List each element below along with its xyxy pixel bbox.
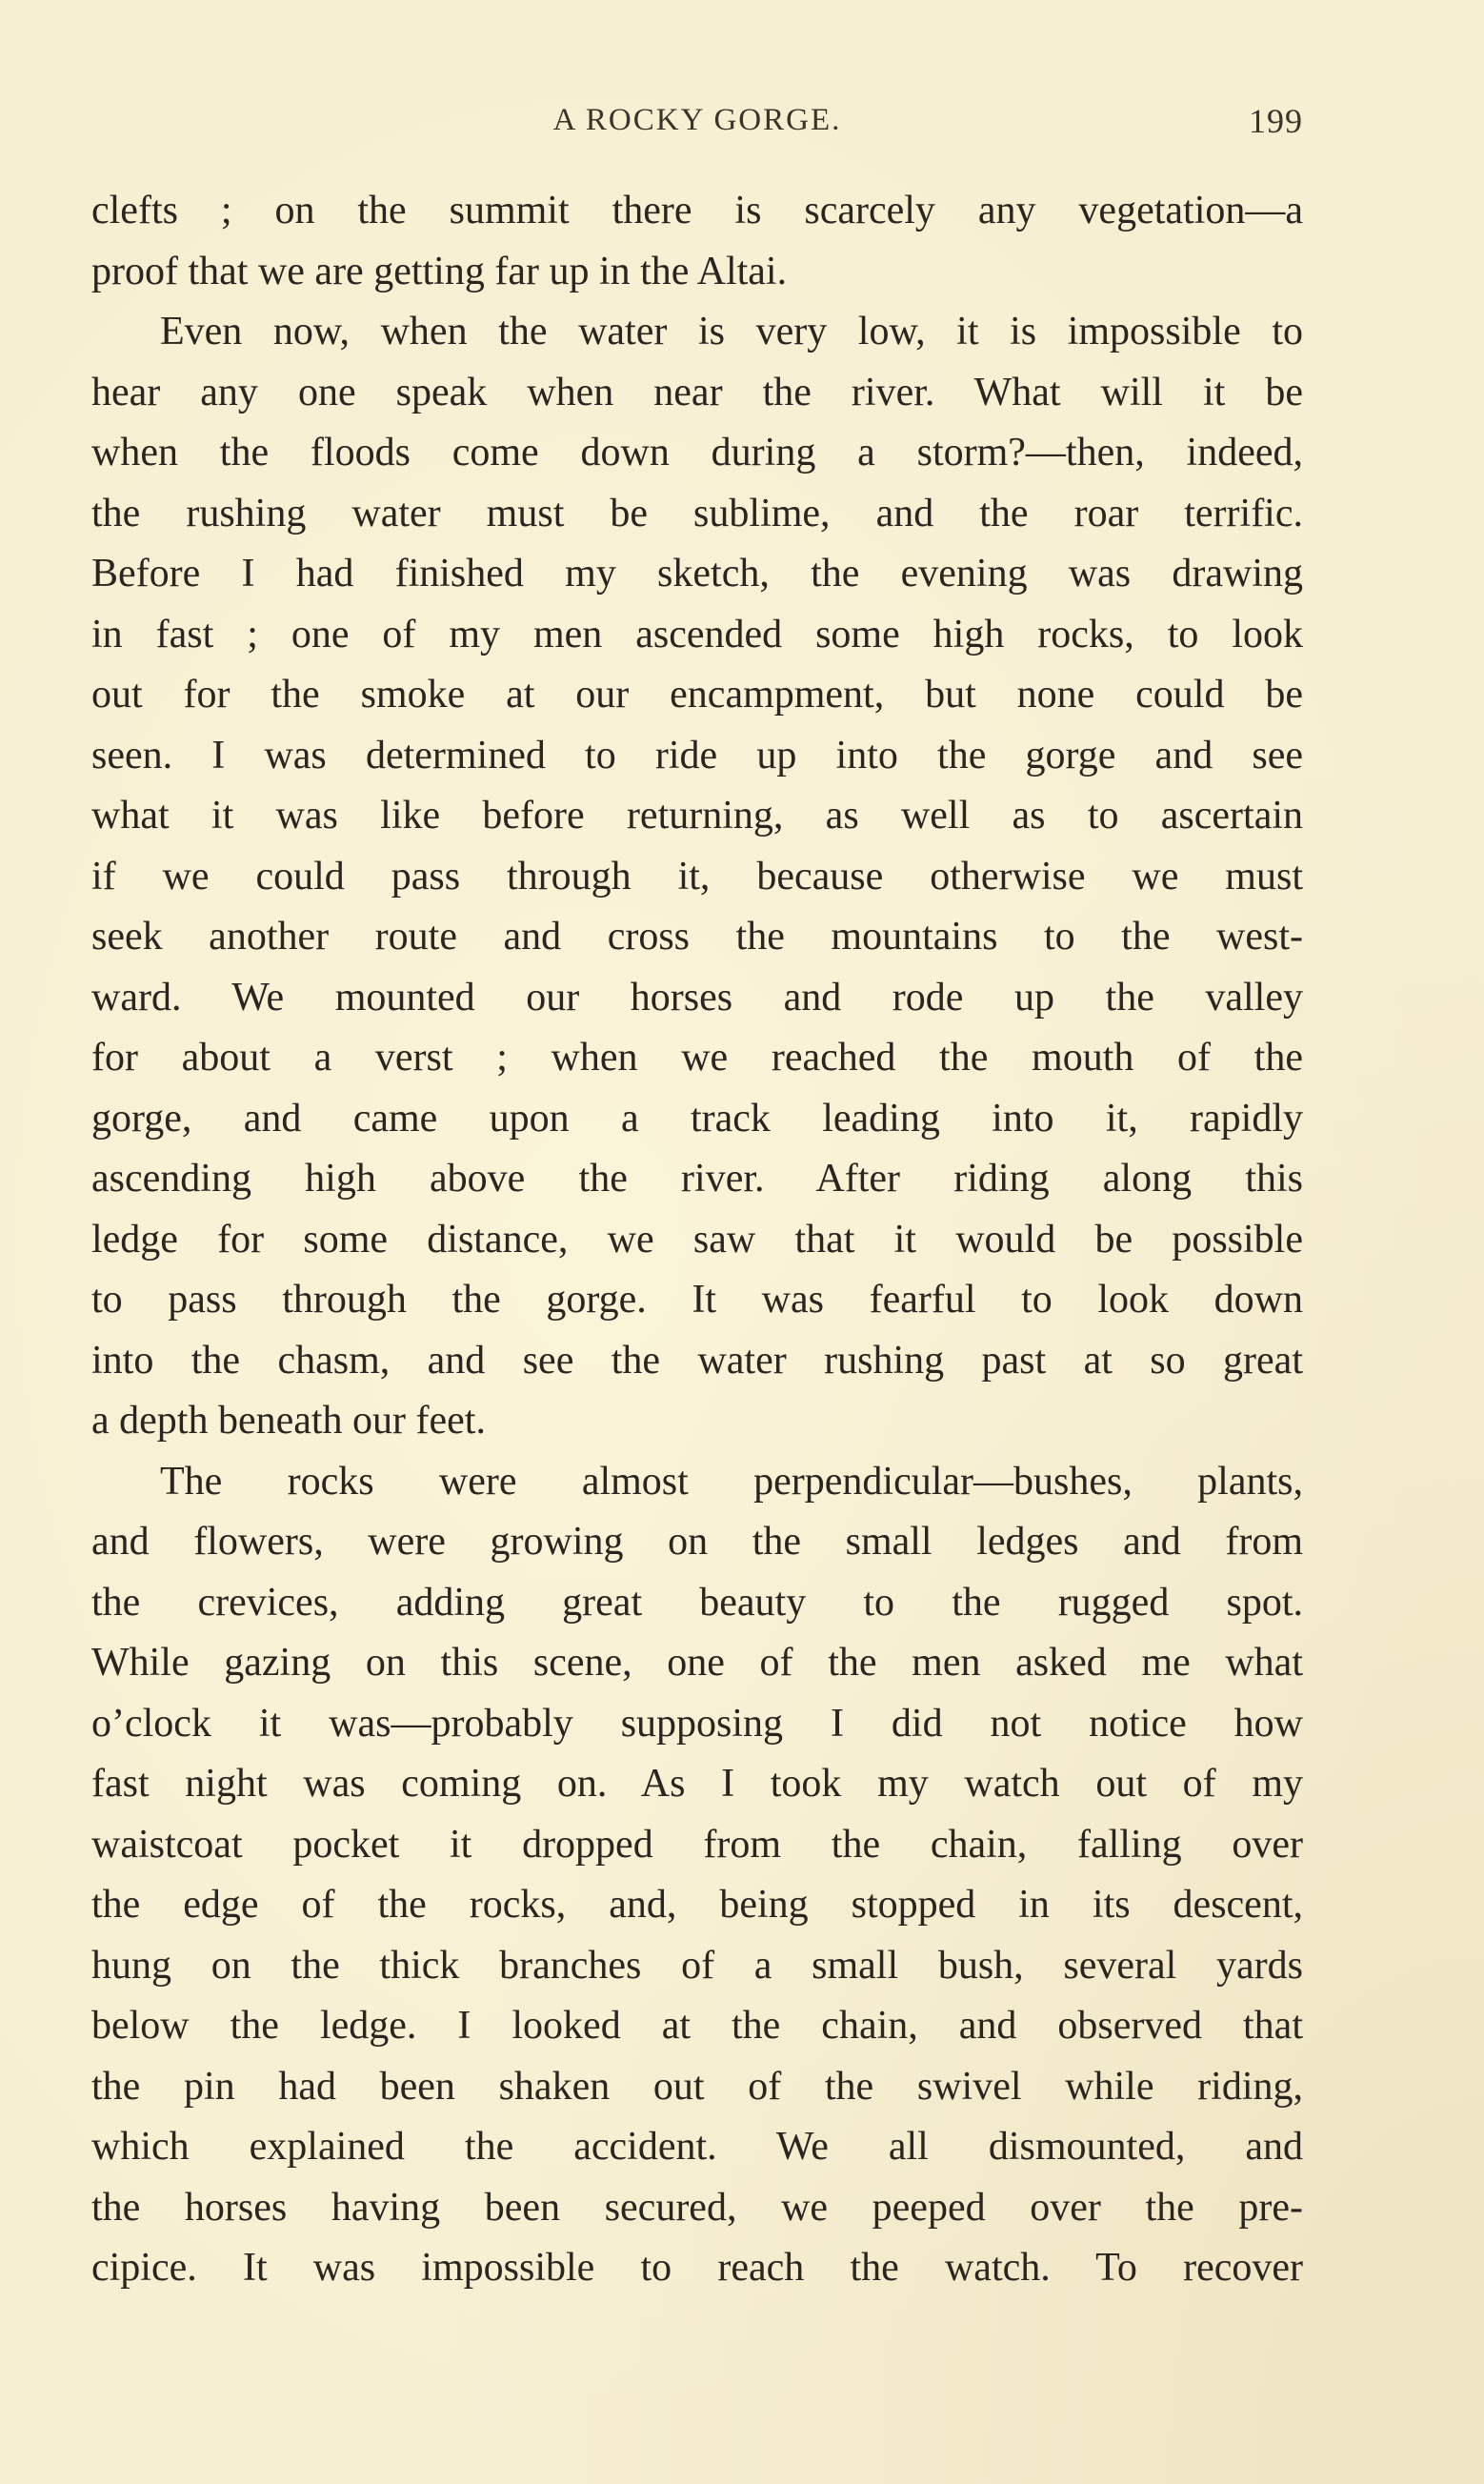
text-line: Before I had finished my sketch, the evening was drawing	[91, 552, 1303, 596]
text-line: ward. We mounted our horses and rode up the valley	[91, 975, 1303, 1020]
text-line: in fast ; one of my men ascended some high rocks, to look	[91, 612, 1303, 656]
text-line: o’clock it was—probably supposing I did not notice how	[91, 1701, 1303, 1746]
text-line: fast night was coming on. As I took my watch out of my	[91, 1762, 1303, 1806]
text-line: ascending high above the river. After riding along this	[91, 1157, 1303, 1201]
page-number: 199	[1249, 102, 1303, 140]
text-line: the edge of the rocks, and, being stopped in its descent,	[91, 1883, 1303, 1927]
text-line: the rushing water must be sublime, and the roar terrific.	[91, 491, 1303, 535]
paragraph-first-line: Even now, when the water is very low, it is impossible to	[160, 310, 1303, 353]
text-line: to pass through the gorge. It was fearful to look down	[91, 1278, 1303, 1322]
text-line: a depth beneath our feet.	[91, 1399, 486, 1443]
text-line: when the floods come down during a storm?—then, indeed,	[91, 431, 1303, 475]
text-line: While gazing on this scene, one of the men asked me what	[91, 1641, 1303, 1685]
text-line: seen. I was determined to ride up into the gorge and see	[91, 733, 1303, 778]
text-line: waistcoat pocket it dropped from the chain, falling over	[91, 1822, 1303, 1867]
text-line: proof that we are getting far up in the Altai.	[91, 249, 788, 293]
text-line: what it was like before returning, as well as to ascertain	[91, 794, 1303, 838]
text-line: the pin had been shaken out of the swivel while riding,	[91, 2064, 1303, 2109]
text-line: into the chasm, and see the water rushing past at so great	[91, 1338, 1303, 1383]
text-line: hung on the thick branches of a small bush, several yards	[91, 1943, 1303, 1988]
text-line: gorge, and came upon a track leading into it, rapidly	[91, 1096, 1303, 1141]
text-line: the horses having been secured, we peeped over the pre-	[91, 2185, 1303, 2230]
text-line: the crevices, adding great beauty to the rugged spot.	[91, 1580, 1303, 1625]
text-line: if we could pass through it, because otherwise we must	[91, 854, 1303, 899]
text-line: for about a verst ; when we reached the mouth of the	[91, 1036, 1303, 1080]
text-line: cipice. It was impossible to reach the watch. To recover	[91, 2246, 1303, 2290]
running-title: A ROCKY GORGE.	[552, 103, 842, 137]
text-line: and flowers, were growing on the small ledges and from	[91, 1520, 1303, 1564]
text-line: hear any one speak when near the river. What will it be	[91, 370, 1303, 414]
text-line: out for the smoke at our encampment, but none could be	[91, 673, 1303, 717]
text-line: which explained the accident. We all dismounted, and	[91, 2125, 1303, 2169]
body-text	[91, 181, 1303, 2299]
running-head	[91, 91, 1303, 158]
text-line: below the ledge. I looked at the chain, and observed that	[91, 2004, 1303, 2048]
text-line: seek another route and cross the mountains to the west-	[91, 915, 1303, 959]
text-line: clefts ; on the summit there is scarcely any vegetation—a	[91, 189, 1303, 232]
text-line: ledge for some distance, we saw that it would be possible	[91, 1217, 1303, 1262]
paragraph-first-line: The rocks were almost perpendicular—bushes, plants,	[160, 1459, 1303, 1504]
